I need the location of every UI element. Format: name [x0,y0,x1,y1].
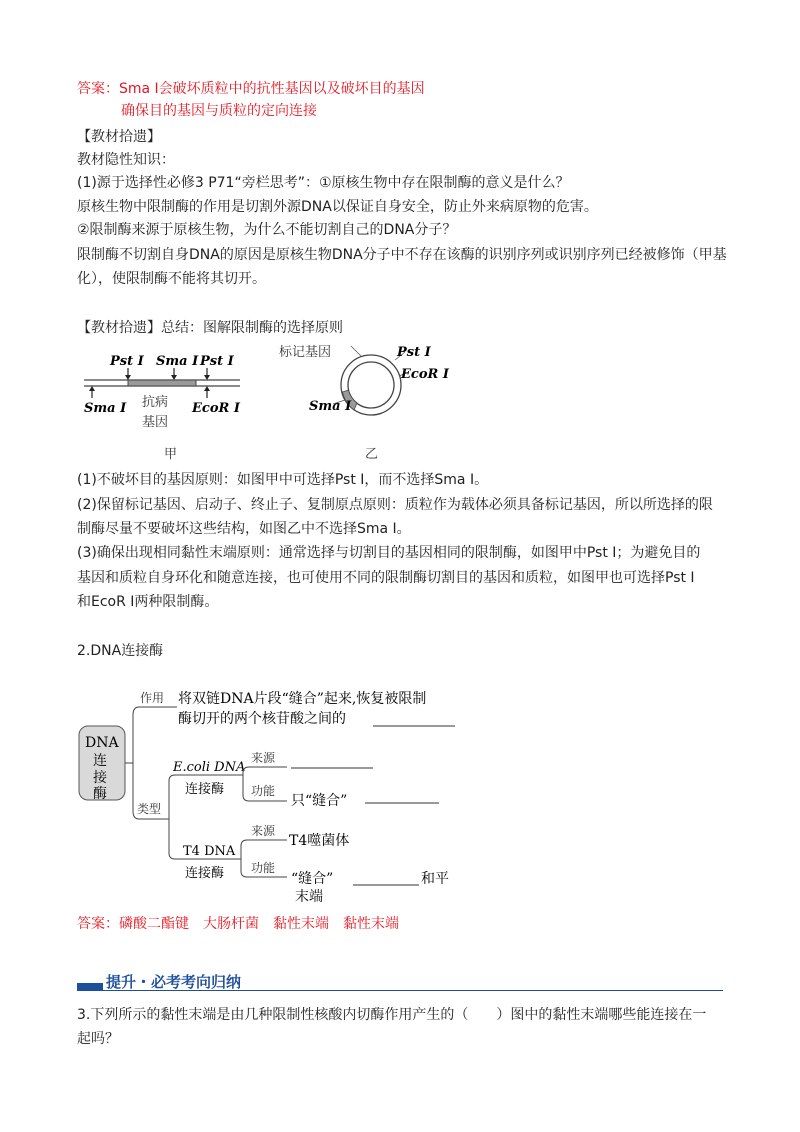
pst-label: Pst Ⅰ [397,345,431,360]
principle-2-line-2: 制酶尽量不要破坏这些结构，如图乙中不选择Sma Ⅰ。 [77,521,411,537]
t4-label: T4 DNA [183,844,236,859]
principle-2-line-1: (2)保留标记基因、启动子、终止子、复制原点原则：质粒作为载体必须具备标记基因，所以所选择的限 [77,497,713,513]
t4-label-2: 连接酶 [185,866,225,881]
answer-2: 答案：磷酸二酯键 大肠杆菌 黏性末端 黏性末端 [77,916,399,932]
t4-function-2: 末端 [295,889,323,905]
question-1: (1)源于选择性必修3 P71“旁栏思考”：①原核生物中存在限制酶的意义是什么？ [77,175,570,191]
figure-yi [275,340,455,465]
sma-top-label: Sma Ⅰ [156,354,199,369]
sma-bottom-label: Sma Ⅰ [84,401,127,416]
answer-2-line-2: 化），使限制酶不能将其切开。 [77,271,266,287]
question-3-line-2: 起吗？ [77,1031,119,1047]
question-2: ②限制酶来源于原核生物，为什么不能切割自己的DNA分子？ [77,222,457,238]
pst-left-label: Pst Ⅰ [110,354,144,369]
function-label-1: 功能 [251,784,276,798]
principle-3-line-1: (3)确保出现相同黏性末端原则：通常选择与切割目的基因相同的限制酶，如图甲中Pst Ⅰ；为避免目的 [77,545,701,561]
ecoli-label-2: 连接酶 [185,782,225,797]
answer-1: 原核生物中限制酶的作用是切割外源DNA以保证自身安全，防止外来病原物的危害。 [77,199,598,215]
sma-label-yi: Sma Ⅰ [309,399,352,414]
ecor-label-yi: EcoR Ⅰ [401,367,449,382]
pst-right-label: Pst Ⅰ [200,354,234,369]
principle-3-line-2: 基因和质粒自身环化和随意连接，也可使用不同的限制酶切割目的基因和质粒，如图甲也可选择Pst Ⅰ [77,570,695,586]
ligase-title: 2.DNA连接酶 [77,643,164,659]
banner-title: 提升・必考考向归纳 [106,973,242,991]
ecoli-function: 只“缝合” [291,793,348,809]
summary-heading: 【教材拾遗】总结：图解限制酶的选择原则 [77,320,343,336]
function-label-2: 功能 [251,861,276,875]
answer-2-line-1: 限制酶不切割自身DNA的原因是原核生物DNA分子中不存在该酶的识别序列或识别序列已经被修饰（甲基 [77,247,727,263]
ecoli-label [172,760,245,775]
principle-3-line-3: 和EcoR Ⅰ两种限制酶。 [77,594,219,610]
source-label-1: 来源 [251,751,276,765]
function-label: 作用 [140,691,165,705]
type-label: 类型 [137,802,162,816]
figure-yi-caption: 乙 [365,447,379,462]
figure-jia [80,340,260,465]
function-text-1: 将双链DNA片段“缝合”起来,恢复被限制 [178,691,427,707]
answer-line-2: 确保目的基因与质粒的定向连接 [121,103,317,119]
figure-jia-caption: 甲 [164,447,178,462]
gene-label-1: 抗病 [142,395,169,410]
root-mei: 酶 [93,786,107,802]
principle-1: (1)不破坏目的基因原则：如图甲中可选择Pst Ⅰ，而不选择Sma Ⅰ。 [77,472,489,488]
ecor-label: EcoR Ⅰ [192,401,240,416]
question-3-line-1: 3.下列所示的黏性末端是由几种限制性核酸内切酶作用产生的（ ）图中的黏性末端哪些能连接在一 [77,1007,707,1023]
section-subheading: 教材隐性知识： [77,152,175,168]
answer-line-1: 答案：Sma Ⅰ会破坏质粒中的抗性基因以及破坏目的基因 [77,81,425,97]
source-label-2: 来源 [251,824,276,838]
marker-gene-label: 标记基因 [279,345,332,360]
t4-source: T4噬菌体 [289,833,350,849]
ligase-diagram [75,685,475,907]
root-jie: 接 [93,770,107,786]
root-lian: 连 [93,753,107,769]
function-text-2: 酶切开的两个核苷酸之间的 [178,711,346,727]
section-heading: 【教材拾遗】 [77,129,161,145]
ecoli-text: E.coli DNA [173,760,246,775]
t4-function-and: 和平 [421,871,449,887]
t4-function-1: “缝合” [291,871,334,887]
root-dna: DNA [85,735,119,751]
gene-label-2: 基因 [142,415,169,430]
